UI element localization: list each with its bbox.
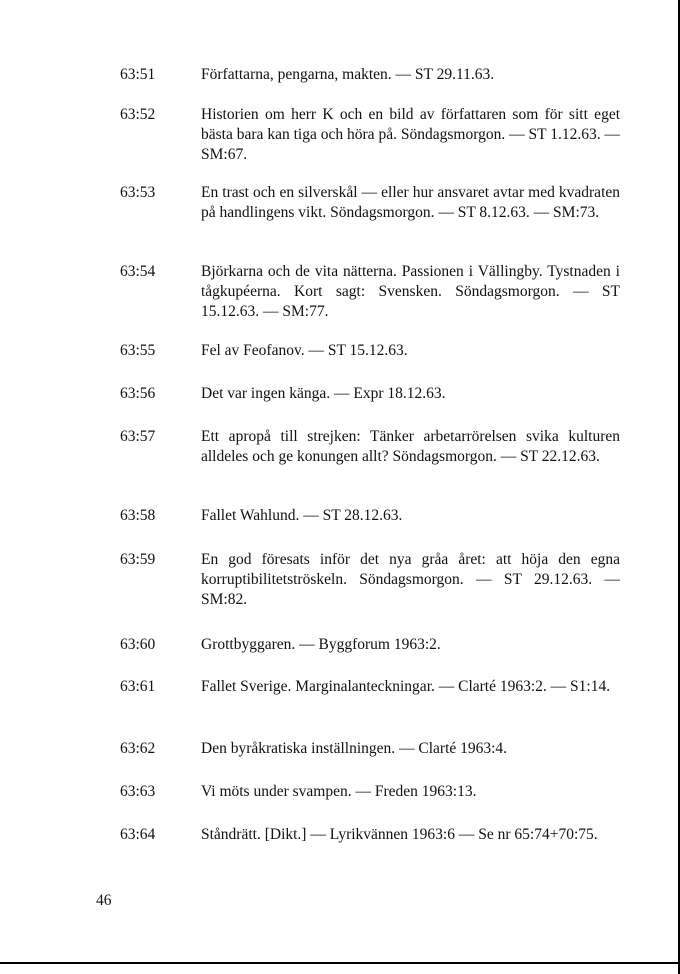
- entry-text: Historien om herr K och en bild av författaren som för sitt eget bästa bara kan tiga och höra på. Söndagsmorgon. — ST 1.12.63. — SM:67.: [201, 106, 620, 163]
- entry-number: 63:59: [120, 551, 156, 568]
- entry-text: Ett apropå till strejken: Tänker arbetarrörelsen svika kulturen alldeles och ge konungen allt? Söndagsmorgon. — ST 22.12.63.: [201, 428, 620, 465]
- entry-number: 63:56: [120, 385, 156, 402]
- entry-text: Fallet Wahlund. — ST 28.12.63.: [201, 507, 403, 524]
- entry-text: Ståndrätt. [Dikt.] — Lyrikvännen 1963:6 — Se nr 65:74+70:75.: [201, 826, 598, 843]
- entry-number: 63:53: [120, 184, 156, 201]
- entry-text: Det var ingen känga. — Expr 18.12.63.: [201, 385, 446, 402]
- page-number: 46: [96, 892, 112, 909]
- entry-text: Björkarna och de vita nätterna. Passionen i Vällingby. Tystnaden i tågkupéerna. Kort sagt: Svensken. Söndagsmorgon. — ST 15.12.63. — SM:77.: [201, 263, 620, 320]
- entry-number: 63:60: [120, 636, 156, 653]
- entry-text: Fallet Sverige. Marginalanteckningar. — Clarté 1963:2. — S1:14.: [201, 678, 611, 695]
- entry-number: 63:54: [120, 263, 156, 280]
- entry-text: En god föresats inför det nya gråa året: att höja den egna korruptibilitetströskeln. Söndagsmorgon. — ST 29.12.63. — SM:82.: [201, 551, 620, 608]
- entry-number: 63:62: [120, 740, 156, 757]
- entry-text: En trast och en silverskål — eller hur ansvaret avtar med kvadraten på handlingens vikt. Söndagsmorgon. — ST 8.12.63. — SM:73.: [201, 184, 620, 221]
- scan-edge-bottom: [0, 962, 680, 964]
- entry-number: 63:58: [120, 507, 156, 524]
- entry-number: 63:61: [120, 678, 156, 695]
- entry-number: 63:63: [120, 783, 156, 800]
- entry-text: Författarna, pengarna, makten. — ST 29.11.63.: [201, 66, 495, 83]
- entry-text: Vi möts under svampen. — Freden 1963:13.: [201, 783, 477, 800]
- entry-number: 63:55: [120, 342, 156, 359]
- entry-number: 63:57: [120, 428, 156, 445]
- entry-text: Fel av Feofanov. — ST 15.12.63.: [201, 342, 408, 359]
- entry-text: Grottbyggaren. — Byggforum 1963:2.: [201, 636, 441, 653]
- entry-number: 63:64: [120, 826, 156, 843]
- entry-number: 63:52: [120, 106, 156, 123]
- entry-text: Den byråkratiska inställningen. — Clarté 1963:4.: [201, 740, 508, 757]
- entry-number: 63:51: [120, 66, 156, 83]
